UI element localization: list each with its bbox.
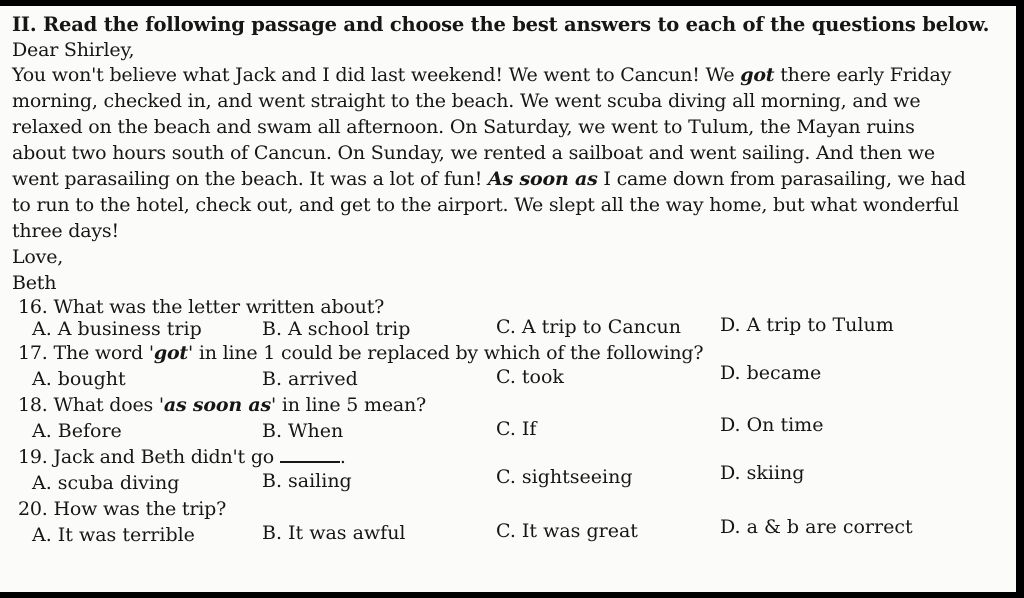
letter-greeting: Dear Shirley, — [12, 39, 135, 61]
question-17-option-d[interactable]: D. became — [720, 362, 822, 384]
question-19-option-b[interactable]: B. sailing — [262, 470, 352, 492]
question-17-option-a[interactable]: A. bought — [32, 368, 126, 390]
question-19-option-d[interactable]: D. skiing — [720, 462, 805, 484]
question-20-option-b[interactable]: B. It was awful — [262, 522, 406, 544]
question-20-option-d[interactable]: D. a & b are correct — [720, 516, 913, 538]
question-16-option-a[interactable]: A. A business trip — [32, 318, 202, 340]
question-20: 20. How was the trip? — [18, 498, 227, 520]
phrase-as-soon-as: As soon as — [488, 168, 598, 190]
question-19-option-a[interactable]: A. scuba diving — [32, 472, 180, 494]
question-19-option-c[interactable]: C. sightseeing — [496, 466, 633, 488]
letter-line-1: You won't believe what Jack and I did last weekend! We went to Cancun! We got there early Friday — [12, 64, 952, 86]
screen-edge — [1016, 0, 1024, 598]
question-18-option-b[interactable]: B. When — [262, 420, 344, 442]
question-18-option-a[interactable]: A. Before — [32, 420, 122, 442]
question-20-option-c[interactable]: C. It was great — [496, 520, 638, 542]
letter-line-5: went parasailing on the beach. It was a lot of fun! As soon as I came down from parasailing, we had — [12, 168, 966, 190]
question-17-option-c[interactable]: C. took — [496, 366, 564, 388]
letter-line-4: about two hours south of Cancun. On Sunday, we rented a sailboat and went sailing. And then we — [12, 142, 935, 164]
letter-line-6: to run to the hotel, check out, and get to the airport. We slept all the way home, but what wonderful — [12, 194, 959, 216]
answer-blank — [280, 446, 340, 463]
question-16-option-b[interactable]: B. A school trip — [262, 318, 411, 340]
question-16-option-c[interactable]: C. A trip to Cancun — [496, 316, 681, 338]
letter-line-2: morning, checked in, and went straight to the beach. We went scuba diving all morning, and we — [12, 90, 921, 112]
question-16: 16. What was the letter written about? — [18, 296, 385, 318]
letter-line-3: relaxed on the beach and swam all afternoon. On Saturday, we went to Tulum, the Mayan ruins — [12, 116, 915, 138]
question-19: 19. Jack and Beth didn't go . — [18, 446, 346, 468]
letter-line-7: three days! — [12, 220, 119, 242]
section-heading — [12, 14, 989, 36]
question-16-option-d[interactable]: D. A trip to Tulum — [720, 314, 894, 336]
question-18: 18. What does 'as soon as' in line 5 mean? — [18, 394, 427, 416]
letter-closing: Love, — [12, 246, 64, 268]
question-18-option-d[interactable]: D. On time — [720, 414, 824, 436]
section-instruction: Read the following passage and choose the best answers to each of the questions below. — [43, 13, 990, 36]
section-number: II. — [12, 13, 37, 36]
question-18-option-c[interactable]: C. If — [496, 418, 537, 440]
letter-signature: Beth — [12, 272, 57, 294]
question-17: 17. The word 'got' in line 1 could be replaced by which of the following? — [18, 342, 704, 364]
word-got: got — [740, 64, 775, 86]
question-20-option-a[interactable]: A. It was terrible — [32, 524, 195, 546]
question-17-option-b[interactable]: B. arrived — [262, 368, 358, 390]
worksheet-page — [0, 6, 1024, 592]
